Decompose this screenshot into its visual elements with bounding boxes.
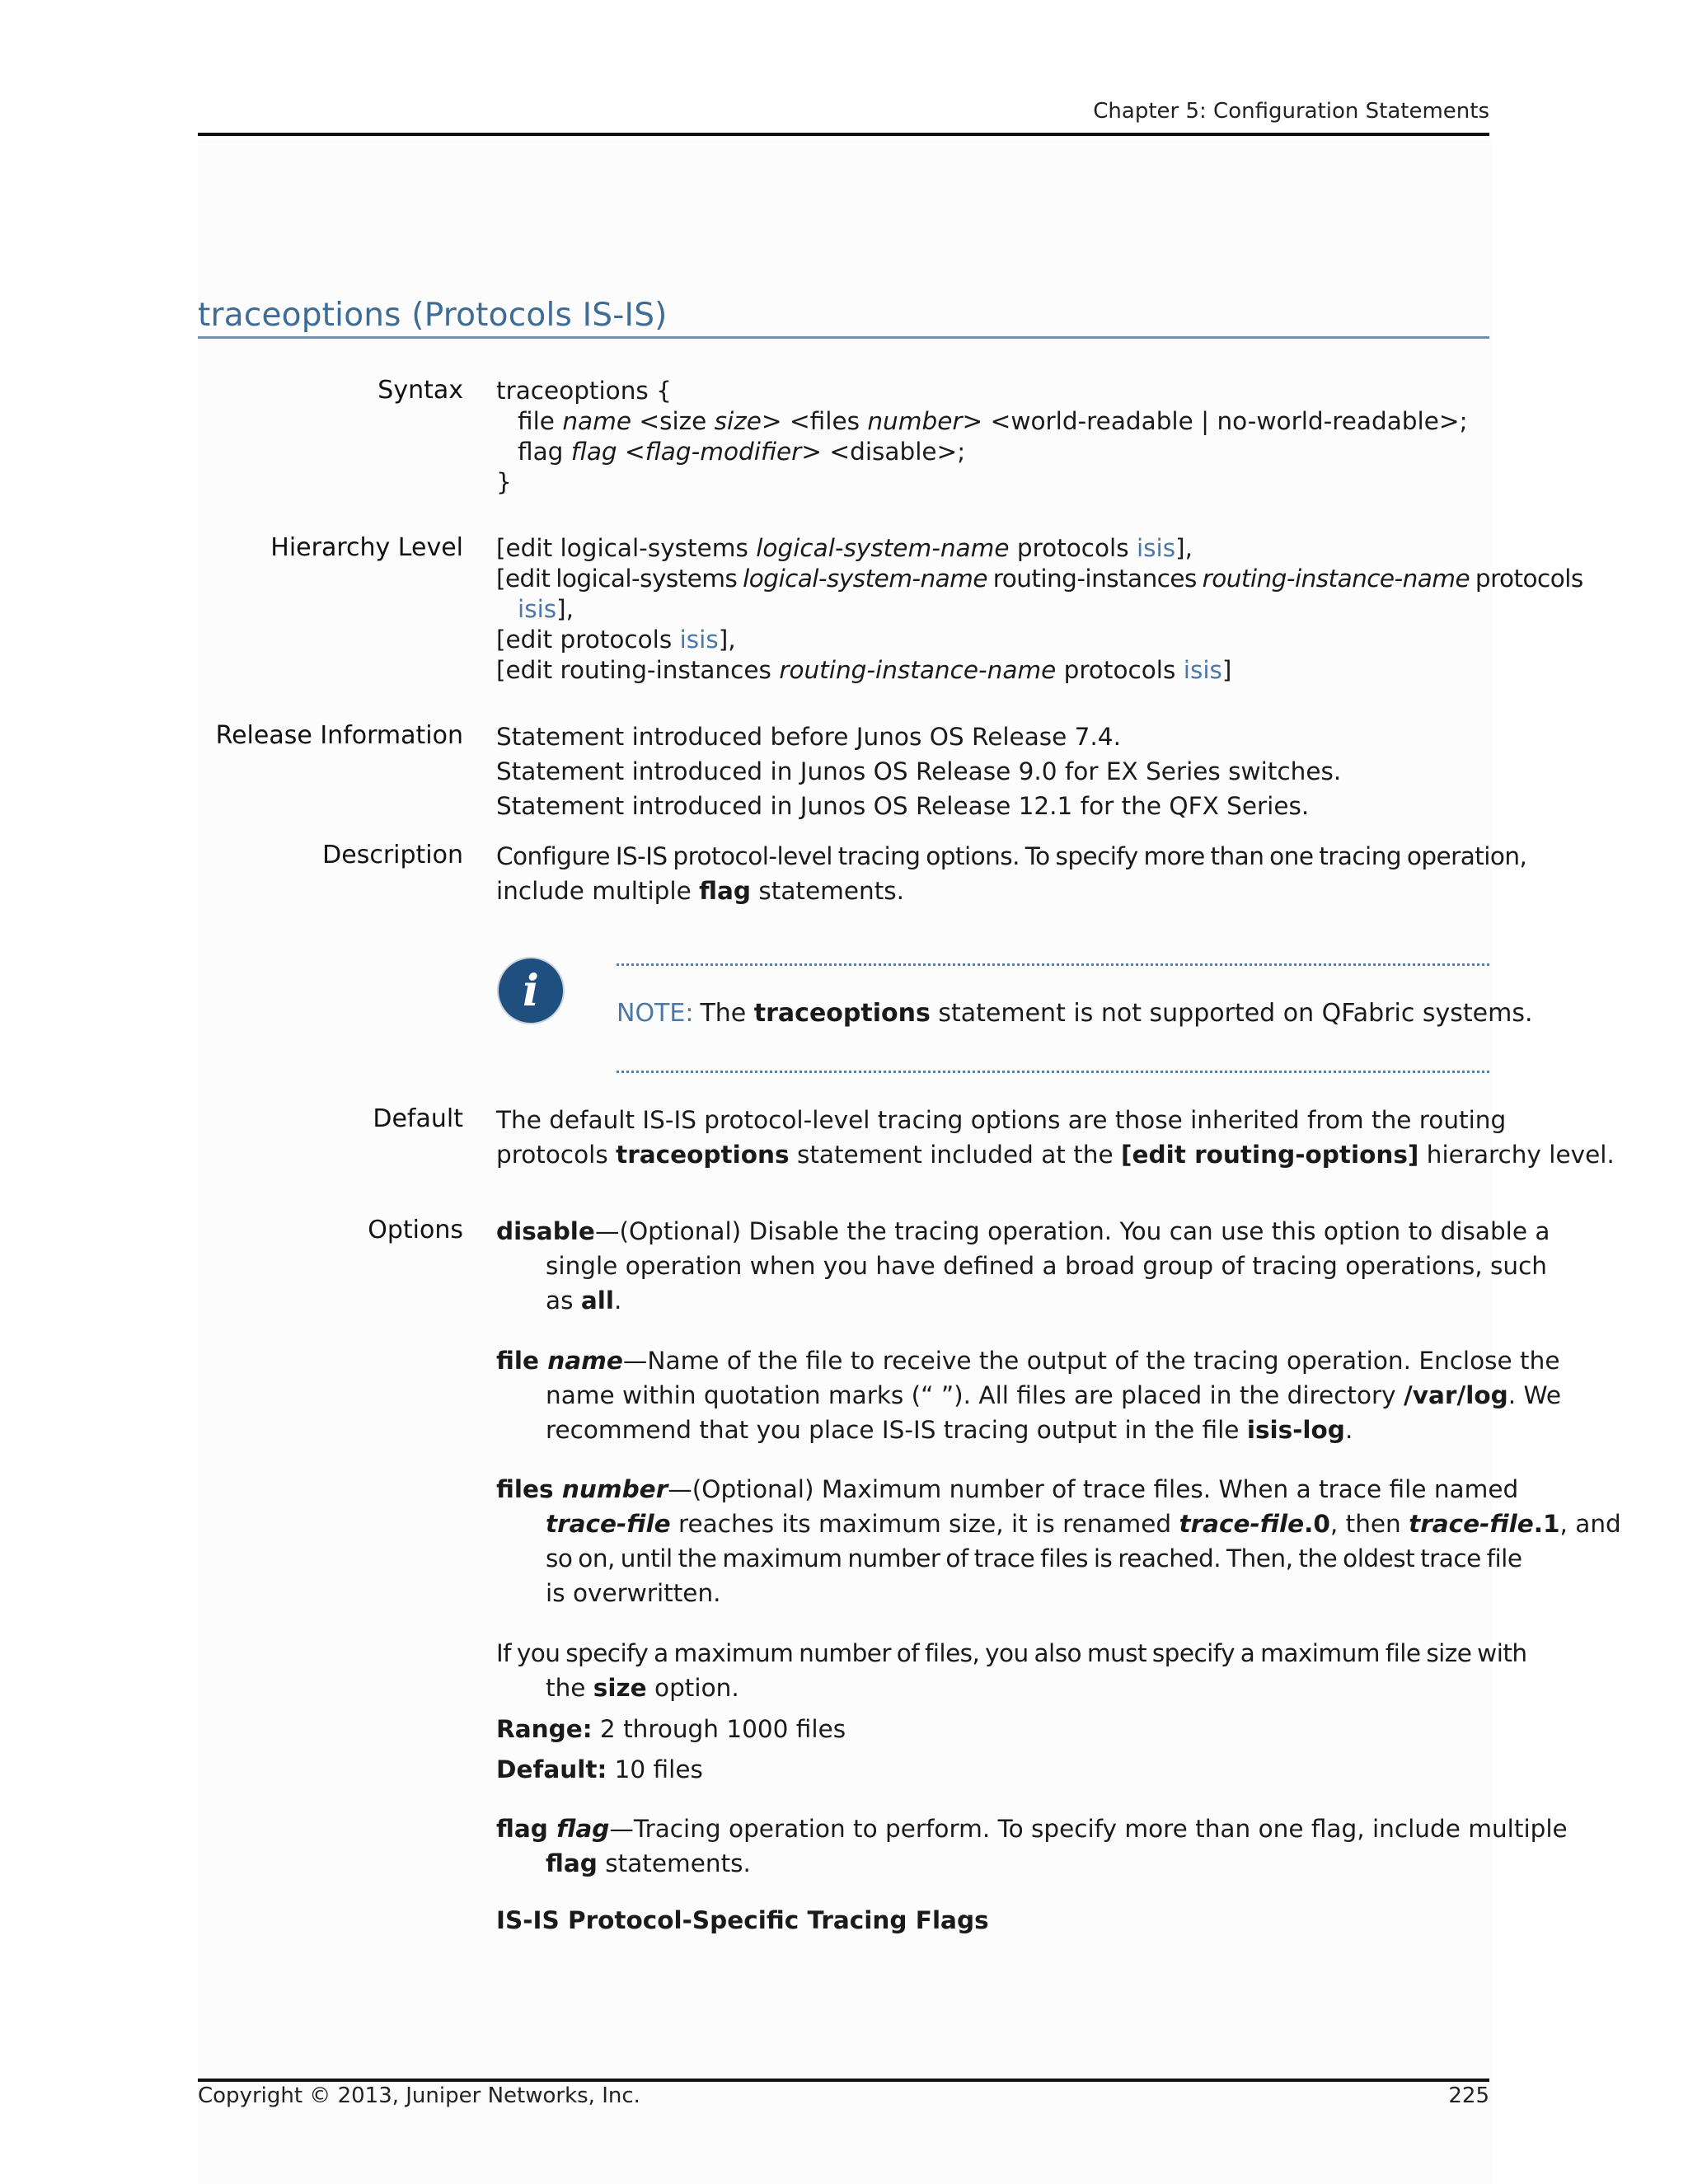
release-label: Release Information bbox=[215, 721, 463, 750]
option-disable bbox=[496, 1214, 1550, 1318]
note-divider bbox=[617, 963, 1489, 966]
description-block bbox=[496, 839, 1527, 908]
description-line: include multiple flag statements. bbox=[496, 877, 905, 905]
isis-link[interactable]: isis bbox=[1136, 534, 1176, 562]
option-line: flag flag—Tracing operation to perform. To specify more than one flag, include multiple bbox=[496, 1815, 1568, 1843]
option-line: recommend that you place IS-IS tracing output in the file isis-log. bbox=[546, 1416, 1353, 1444]
option-line: disable—(Optional) Disable the tracing operation. You can use this option to disable a bbox=[496, 1217, 1550, 1245]
syntax-file-line: file name <size size> <files number> <world-readable | no-world-readable>; bbox=[518, 407, 1468, 435]
svg-text:i: i bbox=[523, 966, 539, 1016]
isis-link[interactable]: isis bbox=[1183, 656, 1222, 684]
option-line: is overwritten. bbox=[546, 1579, 721, 1607]
description-line: Configure IS-IS protocol-level tracing options. To specify more than one tracing operation, bbox=[496, 842, 1527, 870]
option-line: name within quotation marks (“ ”). All files are placed in the directory /var/log. We bbox=[546, 1381, 1562, 1409]
syntax-block bbox=[496, 376, 1489, 498]
release-block bbox=[496, 719, 1489, 823]
option-line: single operation when you have defined a broad group of tracing operations, such bbox=[546, 1252, 1548, 1280]
note-label: NOTE: bbox=[617, 999, 694, 1028]
release-line: Statement introduced before Junos OS Release 7.4. bbox=[496, 723, 1121, 751]
option-line: file name—Name of the file to receive the output of the tracing operation. Enclose the bbox=[496, 1347, 1560, 1375]
option-line: the size option. bbox=[546, 1674, 739, 1702]
subheading-text: IS-IS Protocol-Specific Tracing Flags bbox=[496, 1906, 989, 1934]
title-rule bbox=[198, 336, 1489, 339]
option-line: If you specify a maximum number of files, you also must specify a maximum file size with bbox=[496, 1639, 1527, 1667]
option-range bbox=[496, 1712, 1489, 1746]
option-line: files number—(Optional) Maximum number of trace files. When a trace file named bbox=[496, 1475, 1519, 1503]
syntax-close: } bbox=[496, 468, 512, 496]
running-header: Chapter 5: Configuration Statements bbox=[1093, 99, 1489, 124]
hierarchy-label: Hierarchy Level bbox=[270, 533, 463, 562]
option-files bbox=[496, 1472, 1621, 1610]
hierarchy-line: [edit routing-instances routing-instance-name protocols isis] bbox=[496, 656, 1232, 684]
syntax-open: traceoptions { bbox=[496, 377, 672, 405]
default-label: Default bbox=[373, 1104, 463, 1133]
options-label: Options bbox=[368, 1216, 463, 1244]
default-line: protocols traceoptions statement included at the [edit routing-options] hierarchy level. bbox=[496, 1141, 1615, 1169]
option-default bbox=[496, 1752, 1489, 1787]
hierarchy-block bbox=[496, 533, 1583, 686]
subheading bbox=[496, 1905, 1489, 1936]
note-text: NOTE: The traceoptions statement is not supported on QFabric systems. bbox=[617, 999, 1533, 1028]
footer-rule bbox=[198, 2079, 1489, 2082]
header-rule bbox=[198, 133, 1489, 136]
copyright: Copyright © 2013, Juniper Networks, Inc. bbox=[198, 2083, 640, 2108]
info-icon bbox=[496, 956, 565, 1025]
option-line: as all. bbox=[546, 1286, 622, 1315]
default-value-line: Default: 10 files bbox=[496, 1755, 703, 1783]
release-line: Statement introduced in Junos OS Release 12.1 for the QFX Series. bbox=[496, 792, 1310, 820]
note-divider bbox=[617, 1071, 1489, 1073]
range-line: Range: 2 through 1000 files bbox=[496, 1715, 846, 1743]
hierarchy-line: [edit logical-systems logical-system-name protocols isis], bbox=[496, 534, 1193, 562]
option-files-note bbox=[496, 1636, 1527, 1705]
option-line: so on, until the maximum number of trace files is reached. Then, the oldest trace file bbox=[546, 1544, 1522, 1572]
hierarchy-line: [edit logical-systems logical-system-name routing-instances routing-instance-name protocols bbox=[496, 565, 1583, 593]
page-title: traceoptions (Protocols IS-IS) bbox=[198, 297, 668, 334]
hierarchy-line: isis], bbox=[518, 595, 574, 623]
option-line: flag statements. bbox=[546, 1849, 751, 1877]
option-flag bbox=[496, 1811, 1568, 1881]
default-block bbox=[496, 1103, 1615, 1172]
page-number: 225 bbox=[1448, 2083, 1489, 2108]
syntax-label: Syntax bbox=[377, 376, 463, 405]
syntax-flag-line: flag flag <flag-modifier> <disable>; bbox=[518, 438, 966, 466]
isis-link[interactable]: isis bbox=[518, 595, 557, 623]
release-line: Statement introduced in Junos OS Release 9.0 for EX Series switches. bbox=[496, 757, 1342, 785]
isis-link[interactable]: isis bbox=[679, 626, 719, 654]
option-line: trace-file reaches its maximum size, it is renamed trace-file.0, then trace-file.1, and bbox=[546, 1510, 1621, 1538]
default-line: The default IS-IS protocol-level tracing options are those inherited from the routing bbox=[496, 1106, 1507, 1134]
hierarchy-line: [edit protocols isis], bbox=[496, 626, 736, 654]
option-file bbox=[496, 1343, 1562, 1447]
description-label: Description bbox=[322, 841, 463, 869]
